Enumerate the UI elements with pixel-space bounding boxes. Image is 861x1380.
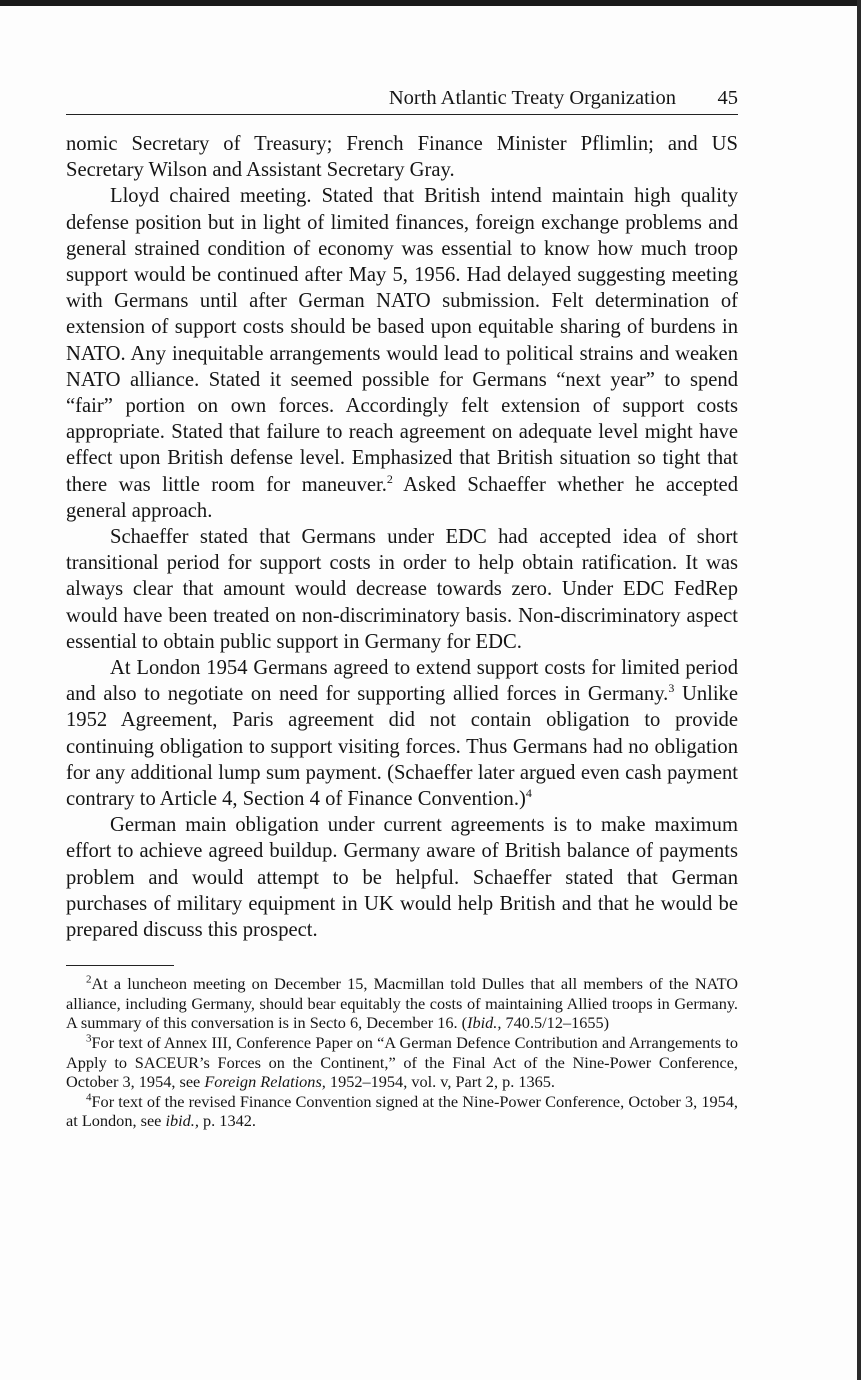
scan-right-edge: [857, 0, 861, 1380]
footnote-3: [66, 1033, 738, 1092]
page-number: 45: [717, 87, 738, 109]
footnote-reference: 2: [386, 471, 393, 486]
footnote-mark: 4: [86, 1091, 92, 1104]
paragraph-text: nomic Secretary of Treasury; French Finance Minister Pflimlin; and US Secretary Wilson and Assistant Secretary Gray.: [66, 133, 738, 182]
footnote-text: For text of Annex III, Conference Paper on “A German Defence Contribution and Arrangements to Apply to SACEUR’s Forces on the Continent,” of the Final Act of the Nine-Power Conference, October 3, 1954, see: [66, 1033, 738, 1092]
paragraph-2: [66, 183, 738, 524]
footnote-mark: 2: [86, 973, 92, 986]
footnote-mark: 3: [86, 1032, 92, 1045]
paragraph-text: Schaeffer stated that Germans under EDC had accepted idea of short transitional period for support costs in order to help obtain ratification. It was always clear that amount would decrease towards zero. Under EDC FedRep would have been treated on non-discriminatory basis. Non-discriminatory aspect essential to obtain public support in Germany for EDC.: [66, 526, 738, 653]
paragraph-text: German main obligation under current agreements is to make maximum effort to achieve agreed buildup. Germany aware of British balance of payments problem and would attempt to be helpful. Schaeffer stated that German purchases of military equipment in UK would help British and that he would be prepared discuss this prospect.: [66, 814, 738, 942]
footnote-2: [66, 974, 738, 1033]
running-header: [66, 84, 738, 115]
footnote-citation: Foreign Relations,: [204, 1072, 326, 1092]
paragraph-1: [66, 131, 738, 183]
footnote-reference: 3: [668, 681, 675, 696]
paragraph-3: [66, 524, 738, 655]
paragraph-text: At London 1954 Germans agreed to extend support costs for limited period and also to negotiate on need for supporting allied forces in Germany.: [66, 657, 738, 706]
footnote-4: [66, 1092, 738, 1131]
paragraph-4: [66, 655, 738, 812]
running-title: North Atlantic Treaty Organization: [388, 87, 676, 109]
paragraph-5: [66, 812, 738, 943]
footnote-citation: Ibid.,: [467, 1013, 502, 1033]
footnote-reference: 4: [525, 786, 532, 801]
paragraph-text-continued: Unlike 1952 Agreement, Paris agreement did not contain obligation to provide continuing obligation to support visiting forces. Thus Germans had no obligation for any additional lump sum payment. (Schaeffer later argued even cash payment contrary to Article 4, Section 4 of Finance Convention.): [66, 683, 738, 811]
footnote-text: For text of the revised Finance Convention signed at the Nine-Power Conference, October 3, 1954, at London, see: [66, 1091, 738, 1131]
footnotes: [66, 974, 738, 1131]
footnote-text: At a luncheon meeting on December 15, Macmillan told Dulles that all members of the NATO alliance, including Germany, should bear equitably the costs of maintaining Allied troops in Germany. A summary of this conversation is in Secto 6, December 16. (: [66, 974, 738, 1033]
footnote-citation: ibid.,: [165, 1111, 199, 1131]
footnote-text-end: p. 1342.: [198, 1111, 256, 1131]
paragraph-text: Lloyd chaired meeting. Stated that British intend maintain high quality defense position but in light of limited finances, foreign exchange problems and general strained condition of economy was essential to know how much troop support would be continued after May 5, 1956. Had delayed suggesting meeting with Germans until after German NATO submission. Felt determination of extension of support costs should be based upon equitable sharing of burdens in NATO. Any inequitable arrangements would lead to political strains and weaken NATO alliance. Stated it seemed possible for Germans “next year” to spend “fair” portion on own forces. Accordingly felt extension of support costs appropriate. Stated that failure to reach agreement on adequate level might have effect upon British defense level. Emphasized that British situation so tight that there was little room for maneuver.: [66, 185, 738, 496]
footnote-divider: [66, 965, 174, 966]
paragraph-text-continued: Asked Schaeffer whether he accepted general approach.: [66, 473, 738, 522]
footnote-text-end: 740.5/12–1655): [501, 1013, 610, 1033]
body-text: [66, 131, 738, 943]
footnote-text-end: 1952–1954, vol. v, Part 2, p. 1365.: [325, 1072, 555, 1092]
scan-top-edge: [0, 0, 861, 6]
document-page: [66, 84, 738, 1131]
